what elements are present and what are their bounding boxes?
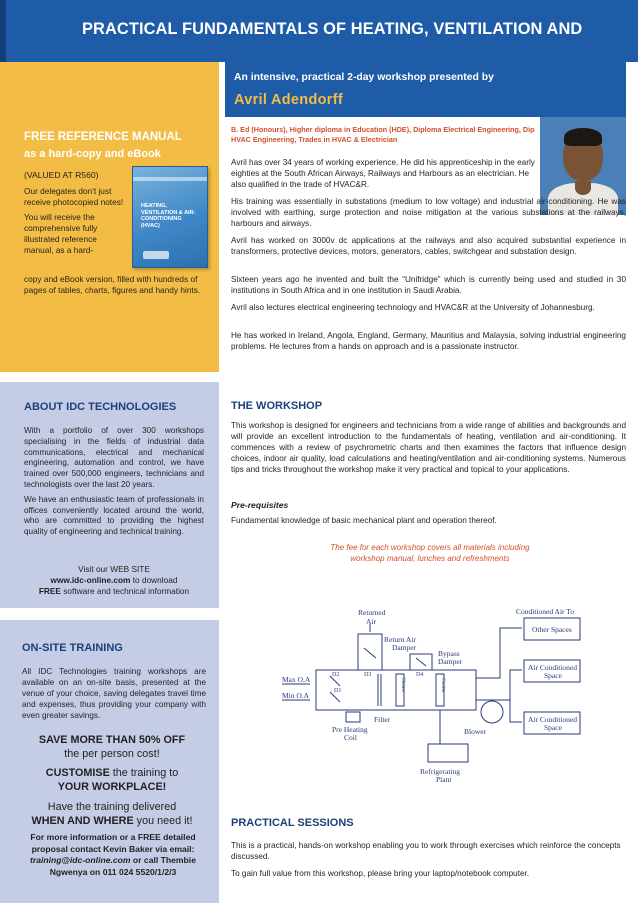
header-accent	[0, 0, 6, 62]
per-person-label: the per person cost!	[64, 748, 160, 760]
delivered-block	[14, 800, 210, 828]
blower-shape	[481, 701, 503, 723]
about-title: ABOUT IDC TECHNOLOGIES	[24, 401, 177, 413]
onsite-title: ON-SITE TRAINING	[22, 642, 123, 654]
hvac-diagram	[260, 604, 600, 800]
customise-block	[14, 766, 210, 794]
onsite-text: All IDC Technologies training workshops are available on an on-site basis, presented at the venue of your choice, saving delegates travel time and expenses, thus providing your company with even greater savings.	[22, 667, 206, 720]
diagram-label-return-damper2: Damper	[392, 643, 417, 652]
diagram-label-acs1b: Space	[544, 671, 562, 680]
reference-p2: You will receive the comprehensive fully illustrated reference manual, as a hard-	[24, 211, 98, 256]
diagram-label-refrig1: Refrigerating	[420, 767, 460, 776]
diagram-label-d2: D2	[332, 672, 340, 678]
prereq-title: Pre-requisites	[231, 500, 289, 510]
website-link[interactable]: www.idc-online.com	[50, 574, 131, 585]
diagram-label-preheat2: Coil	[344, 733, 357, 742]
contact-phone: or call Thembie Ngwenya on 011 024 5520/1/2/3	[49, 855, 196, 877]
presenter-qualifications: B. Ed (Honours), Higher diploma in Education (HDE), Diploma Electrical Engineering, Dip HVAC Engineering, Trades in HVAC & Electrician	[231, 125, 535, 144]
presenter-banner	[225, 62, 626, 117]
diagram-label-preheat1: Pre Heating	[332, 725, 368, 734]
prereq-text: Fundamental knowledge of basic mechanical plant and operation thereof.	[231, 516, 497, 525]
customise-rest: the training to	[109, 767, 179, 779]
page-title: PRACTICAL FUNDAMENTALS OF HEATING, VENTILATION AND	[82, 20, 583, 38]
supply-duct-mid	[476, 670, 522, 700]
fee-note: The fee for each workshop covers all materials including workshop manual, lunches and refreshments	[330, 543, 530, 563]
bio-p4: Sixteen years ago he invented and built the “Unifridge” which is currently being used and studied in 30 institutions in South Africa and in one institution in Saudi Arabia.	[231, 275, 626, 295]
onsite-contact	[18, 832, 208, 878]
diagram-label-d3: D3	[364, 672, 372, 678]
reference-p1: Our delegates don't just receive photocopied notes!	[24, 186, 124, 208]
diagram-label-cooler: Cooler	[440, 678, 446, 693]
diagram-label-d1: D1	[334, 688, 342, 694]
when-label: WHEN AND WHERE	[31, 815, 134, 827]
diagram-label-conditioned1: Conditioned Air To	[516, 607, 575, 616]
banner-intro: An intensive, practical 2-day workshop presented by	[234, 72, 494, 83]
visit-label: Visit our WEB SITE	[78, 564, 150, 574]
reference-p3: copy and eBook version, filled with hundreds of pages of tables, charts, figures and handy hints.	[24, 274, 201, 296]
supply-duct-low	[510, 700, 522, 722]
sessions-p2: To gain full value from this workshop, please bring your laptop/notebook computer.	[231, 869, 530, 878]
contact-email-link[interactable]: training@idc-online.com	[30, 855, 131, 866]
bio-p1: Avril has over 34 years of working experience. He did his apprenticeship in the early eighties at the South African Airways, Railways and Harbours as an electrician. He also qualified in the trade of HVAC&R.	[231, 158, 535, 189]
save-label: SAVE MORE THAN 50% OFF	[38, 734, 186, 746]
bio-p6: He has worked in Ireland, Angola, England, Germany, Mauritius and Malaysia, solving industrial engineering problems. He lectures from a hands on approach and is a passionate instructor.	[231, 331, 626, 351]
diagram-label-blower: Blower	[464, 727, 487, 736]
workplace-label: YOUR WORKPLACE!	[57, 781, 167, 793]
contact-text: For more information or a FREE detailed proposal contact Kevin Baker via email:	[30, 832, 196, 854]
need-label: you need it!	[133, 815, 193, 827]
diagram-label-bypass1: Bypass	[438, 649, 460, 658]
diagram-label-heater: Heater	[400, 678, 406, 693]
bio-p5: Avril also lectures electrical engineering technology and HVAC&R at the University of Johannesburg.	[231, 303, 595, 312]
diagram-label-air: Air	[366, 617, 376, 626]
download-label: to download	[130, 574, 178, 585]
diagram-label-conditioned2: Other Spaces	[532, 625, 572, 634]
sessions-p1: This is a practical, hands-on workshop enabling you to work through exercises which reinforce the concepts discussed.	[231, 841, 621, 861]
diagram-label-returned: Returned	[358, 608, 386, 617]
reference-text	[24, 186, 124, 257]
about-p2: We have an enthusiastic team of professionals in offices conveniently located around the world, who are committed to providing the highest quality of engineering and technical training.	[24, 494, 204, 537]
reference-title: FREE REFERENCE MANUAL	[24, 131, 182, 143]
diagram-label-acs2b: Space	[544, 723, 562, 732]
reference-subtitle: as a hard-copy and eBook	[24, 148, 161, 160]
diagram-label-refrig2: Plant	[436, 775, 452, 784]
diagram-label-bypass2: Damper	[438, 657, 463, 666]
presenter-name: Avril Adendorff	[234, 92, 343, 108]
about-text	[24, 426, 204, 538]
sessions-title: PRACTICAL SESSIONS	[231, 817, 354, 829]
bio-p3: Avril has worked on 3000v dc applications at the railways and also acquired substantial experience in transformers, protective devices, motors, generators, cables, switchgear and substation design.	[231, 236, 626, 256]
bio-p2: His training was essentially in substations (medium to low voltage) and industrial air-conditioning. He was involved with earthing, surge protection and noise mitigation at the various substations at the railways, harbours and airways.	[231, 197, 626, 228]
diagram-label-filter: Filter	[374, 715, 391, 724]
manual-cover-image: HEATING, VENTILATION & AIR-CONDITIONING (HVAC)	[132, 166, 208, 268]
return-duct	[358, 634, 382, 670]
software-label: software and technical information	[60, 585, 190, 596]
diagram-label-max-oa: Max O.A	[282, 675, 311, 684]
diagram-label-acs1a: Air Conditioned	[528, 663, 577, 672]
workshop-title: THE WORKSHOP	[231, 400, 323, 412]
page-header	[0, 0, 638, 62]
diagram-label-d4: D4	[416, 672, 424, 678]
diagram-label-return-damper1: Return Air	[384, 635, 416, 644]
delivered-label: Have the training delivered	[47, 801, 177, 813]
about-p1: With a portfolio of over 300 workshops specialising in the fields of industrial data communications, electrical and mechanical engineering, automation and control, we have trained over 500,000 engineers, technicians and technologists over the last 20 years.	[24, 426, 204, 489]
save-block	[14, 733, 210, 761]
customise-label: CUSTOMISE	[45, 767, 110, 779]
reference-valued: (VALUED AT R560)	[24, 170, 99, 180]
diagram-label-min-oa: Min O.A	[282, 691, 310, 700]
free-label: FREE	[38, 585, 61, 596]
refrigerating-plant-shape	[428, 744, 468, 762]
about-website	[24, 564, 204, 596]
diagram-label-acs2a: Air Conditioned	[528, 715, 577, 724]
workshop-text: This workshop is designed for engineers and technicians from a wide range of abilities and backgrounds and will provide an excellent introduction to the fundamentals of heating, ventilation and air-conditioning. It commences with a review of psychrometric charts and then examines the factors that influence design choices, indoor air quality, load calculations and heating/ventilation and air-conditioning systems. Numerous tips and tricks throughout the workshop make it very practical and topical to your applications.	[231, 421, 626, 474]
